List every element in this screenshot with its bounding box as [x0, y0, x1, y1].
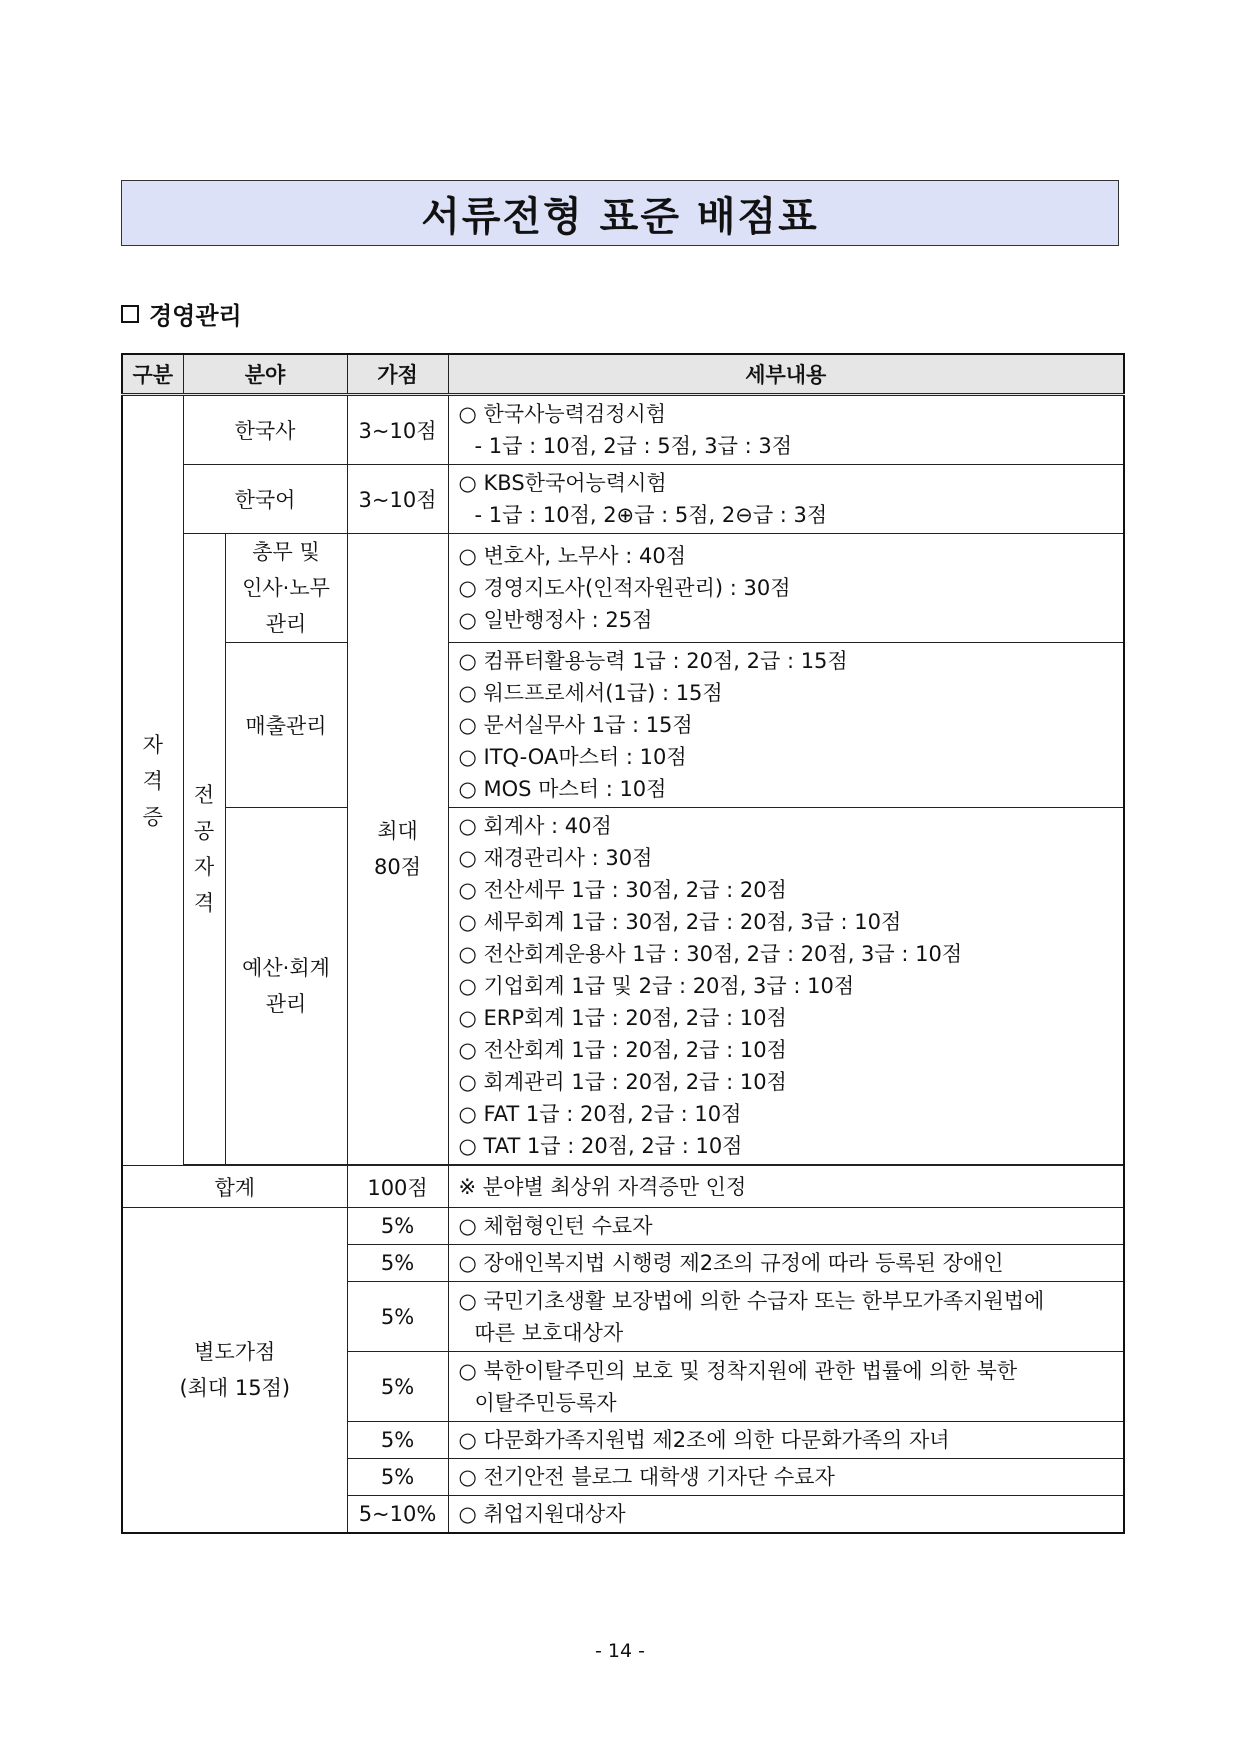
header-category: 구분	[122, 354, 183, 395]
extra-label: 별도가점 (최대 15점)	[122, 1208, 347, 1534]
section-title: 경영관리	[149, 302, 242, 330]
header-field: 분야	[183, 354, 347, 395]
page-title: 서류전형 표준 배점표	[421, 193, 819, 240]
major-cert-cell: 전 공 자 격	[183, 534, 225, 1165]
extra-details: ○ 취업지원대상자	[448, 1496, 1124, 1534]
checkbox-icon	[121, 305, 139, 323]
details-budget: ○ 회계사 : 40점 ○ 재경관리사 : 30점 ○ 전산세무 1급 : 30점, 2급 : 20점 ○ 세무회계 1급 : 30점, 2급 : 20점, 3급 : 10점 ○ 전산회계운용사 1급 : 30점, 2급 : 20점, 3급 : 10점 ○ 기업회계 1급 및 2급 : 20점, 3급 : 10점 ○ ERP회계 1급 : 20점, 2급 : 10점 ○ 전산회계 1급 : 20점, 2급 : 10점 ○ 회계관리 1급 : 20점, 2급 : 10점 ○ FAT 1급 : 20점, 2급 : 10점 ○ TAT 1급 : 20점, 2급 : 10점	[448, 808, 1124, 1165]
total-points: 100점	[347, 1166, 448, 1208]
details-sales: ○ 컴퓨터활용능력 1급 : 20점, 2급 : 15점 ○ 워드프로세서(1급) : 15점 ○ 문서실무사 1급 : 15점 ○ ITQ-OA마스터 : 10점 ○ MOS 마스터 : 10점	[448, 643, 1124, 808]
extra-details: ○ 다문화가족지원법 제2조에 의한 다문화가족의 자녀	[448, 1422, 1124, 1459]
extra-details: ○ 북한이탈주민의 보호 및 정착지원에 관한 법률에 의한 북한 이탈주민등록자	[448, 1352, 1124, 1422]
page-number: - 14 -	[595, 1640, 645, 1662]
details-general: ○ 변호사, 노무사 : 40점 ○ 경영지도사(인적자원관리) : 30점 ○ 일반행정사 : 25점	[448, 534, 1124, 643]
header-points: 가점	[347, 354, 448, 395]
category-cert-cell: 자 격 증	[122, 395, 183, 1166]
table-row	[122, 465, 1124, 534]
extra-details: ○ 전기안전 블로그 대학생 기자단 수료자	[448, 1459, 1124, 1496]
field-korean: 한국어	[183, 465, 347, 534]
total-label: 합계	[122, 1166, 347, 1208]
table-row	[122, 395, 1124, 465]
points-history: 3~10점	[347, 395, 448, 465]
total-note: ※ 분야별 최상위 자격증만 인정	[448, 1166, 1124, 1208]
score-table	[121, 353, 1125, 1534]
field-general: 총무 및 인사·노무 관리	[225, 534, 347, 643]
field-history: 한국사	[183, 395, 347, 465]
table-row	[122, 534, 1124, 643]
extra-details: ○ 장애인복지법 시행령 제2조의 규정에 따라 등록된 장애인	[448, 1245, 1124, 1282]
section-heading	[121, 296, 242, 331]
extra-points: 5%	[347, 1245, 448, 1282]
field-sales: 매출관리	[225, 643, 347, 808]
points-korean: 3~10점	[347, 465, 448, 534]
extra-details: ○ 체험형인턴 수료자	[448, 1208, 1124, 1245]
extra-points: 5%	[347, 1208, 448, 1245]
extra-points: 5%	[347, 1352, 448, 1422]
extra-points: 5%	[347, 1422, 448, 1459]
total-row	[122, 1166, 1124, 1208]
header-row	[122, 354, 1124, 395]
table-row	[122, 808, 1124, 1165]
extra-points: 5~10%	[347, 1496, 448, 1534]
field-budget: 예산·회계 관리	[225, 808, 347, 1165]
details-korean: ○ KBS한국어능력시험 - 1급 : 10점, 2⊕급 : 5점, 2⊖급 : 3점	[448, 465, 1124, 534]
details-history: ○ 한국사능력검정시험 - 1급 : 10점, 2급 : 5점, 3급 : 3점	[448, 395, 1124, 465]
extra-row	[122, 1208, 1124, 1245]
extra-details: ○ 국민기초생활 보장법에 의한 수급자 또는 한부모가족지원법에 따른 보호대상자	[448, 1282, 1124, 1352]
points-major: 최대 80점	[347, 534, 448, 1165]
table-row	[122, 643, 1124, 808]
title-banner	[121, 180, 1119, 246]
extra-points: 5%	[347, 1282, 448, 1352]
header-details: 세부내용	[448, 354, 1124, 395]
extra-points: 5%	[347, 1459, 448, 1496]
